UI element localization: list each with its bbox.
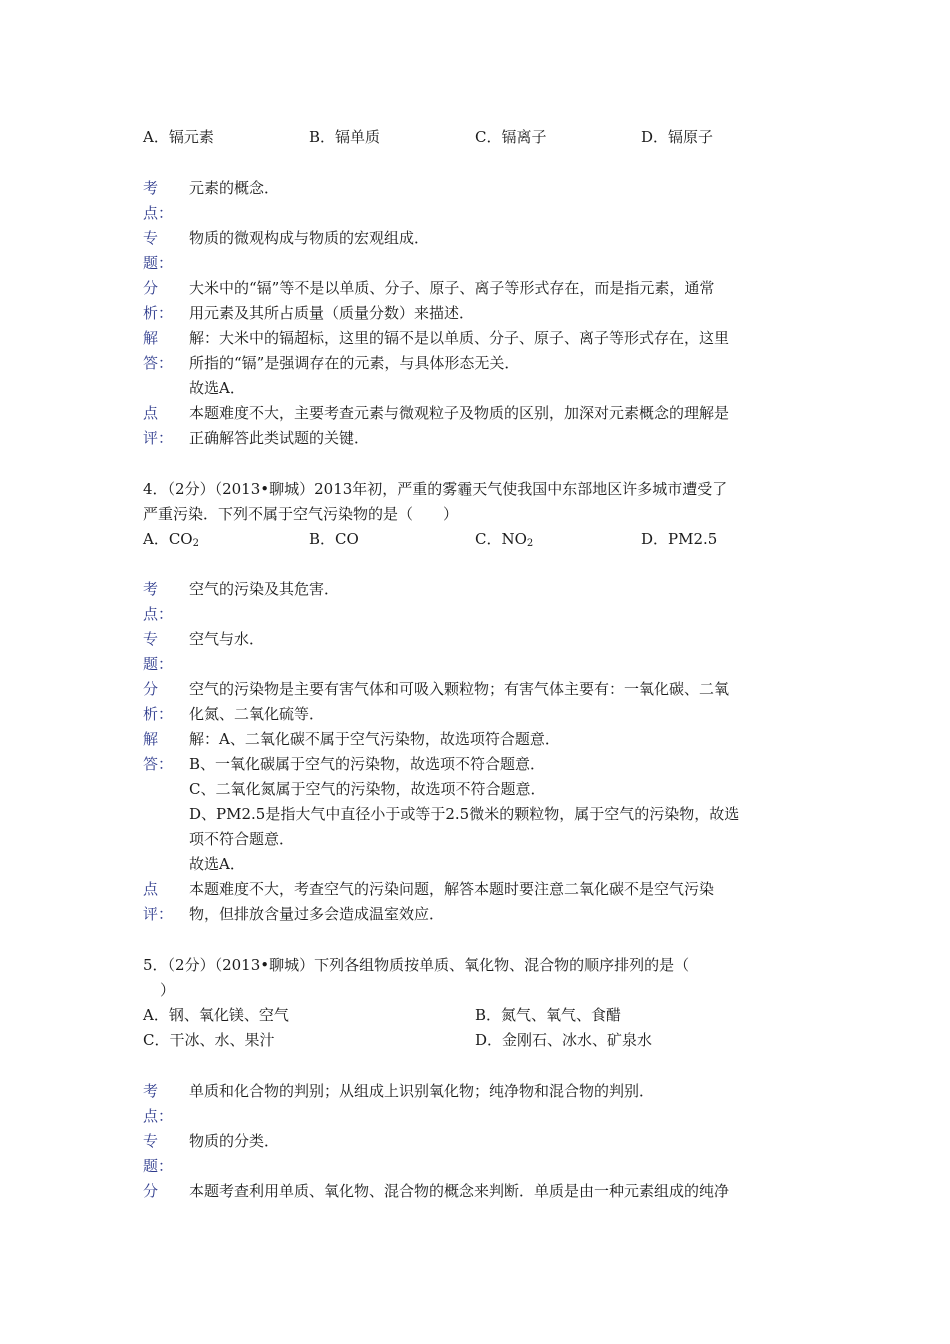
label-zhuan: 专 xyxy=(143,229,159,247)
q3-jieda-line: 所指的“镉”是强调存在的元素，与具体形态无关． xyxy=(189,354,520,372)
label-jie: 解 xyxy=(143,329,159,347)
q4-option-a: A．$CO_2$ xyxy=(143,530,199,549)
label-da: 答： xyxy=(143,354,174,372)
label-ti: 题： xyxy=(143,1157,174,1175)
q5-option-a: A．钢、氧化镁、空气 xyxy=(143,1006,289,1024)
q4-jieda-line: 解：A、二氧化碳不属于空气污染物，故选项符合题意． xyxy=(189,730,560,748)
label-fen: 分 xyxy=(143,279,159,297)
label-kao: 考 xyxy=(143,179,159,197)
q3-fenxi-line: 大米中的“镉”等不是以单质、分子、原子、离子等形式存在，而是指元素，通常 xyxy=(189,279,715,297)
q3-jieda-line: 解：大米中的镉超标，这里的镉不是以单质、分子、原子、离子等形式存在，这里 xyxy=(189,329,730,347)
q4-jieda-line: B、一氧化碳属于空气的污染物，故选项不符合题意． xyxy=(189,755,546,773)
label-dianping: 点 xyxy=(143,404,159,422)
q4-jieda-line: D、PM2.5是指大气中直径小于或等于2.5微米的颗粒物，属于空气的污染物，故选 xyxy=(189,805,740,823)
q5-stem-line: ） xyxy=(160,981,176,999)
q4-kaodian: 空气的污染及其危害． xyxy=(189,580,340,598)
label-da: 答： xyxy=(143,755,174,773)
label-jie: 解 xyxy=(143,730,159,748)
q5-fenxi-line: 本题考查利用单质、氧化物、混合物的概念来判断．单质是由一种元素组成的纯净 xyxy=(189,1182,730,1200)
q4-dianping-line: 物，但排放含量过多会造成温室效应． xyxy=(189,905,445,923)
label-ti: 题： xyxy=(143,655,174,673)
q3-jieda-line: 故选A． xyxy=(189,379,245,397)
q4-option-b: B．CO xyxy=(309,530,359,548)
label-ping: 评： xyxy=(143,429,174,447)
q5-option-d: D．金刚石、冰水、矿泉水 xyxy=(475,1031,653,1049)
q3-dianping-line: 本题难度不大，主要考查元素与微观粒子及物质的区别，加深对元素概念的理解是 xyxy=(189,404,730,422)
q3-option-c: C．镉离子 xyxy=(475,128,547,146)
label-dian: 点： xyxy=(143,204,174,222)
q4-stem-line: 4．（2分）（2013•聊城）2013年初，严重的雾霾天气使我国中东部地区许多城市遭受了 xyxy=(143,480,728,498)
q5-option-c: C．干冰、水、果汁 xyxy=(143,1031,275,1049)
q4-fenxi-line: 化氮、二氧化硫等． xyxy=(189,705,325,723)
q3-zhuanti: 物质的微观构成与物质的宏观组成． xyxy=(189,229,430,247)
q4-zhuanti: 空气与水． xyxy=(189,630,265,648)
label-fen: 分 xyxy=(143,1182,159,1200)
label-zhuan: 专 xyxy=(143,1132,159,1150)
q4-jieda-line: C、二氧化氮属于空气的污染物，故选项不符合题意． xyxy=(189,780,546,798)
q3-option-b: B．镉单质 xyxy=(309,128,381,146)
q3-kaodian: 元素的概念． xyxy=(189,179,280,197)
label-dian: 点： xyxy=(143,605,174,623)
q4-option-d: D．PM2.5 xyxy=(641,530,718,548)
q4-option-c: C．$NO_2$ xyxy=(475,530,534,549)
q5-option-b: B．氮气、氧气、食醋 xyxy=(475,1006,622,1024)
q3-dianping-line: 正确解答此类试题的关键． xyxy=(189,429,370,447)
q4-stem-line: 严重污染．下列不属于空气污染物的是（ ） xyxy=(143,505,459,523)
q4-jieda-line: 项不符合题意． xyxy=(189,830,295,848)
q4-dianping-line: 本题难度不大，考查空气的污染问题，解答本题时要注意二氧化碳不是空气污染 xyxy=(189,880,715,898)
q4-fenxi-line: 空气的污染物是主要有害气体和可吸入颗粒物；有害气体主要有：一氧化碳、二氧 xyxy=(189,680,730,698)
q5-stem-line: 5．（2分）（2013•聊城）下列各组物质按单质、氧化物、混合物的顺序排列的是（ xyxy=(143,956,690,974)
q3-fenxi-line: 用元素及其所占质量（质量分数）来描述． xyxy=(189,304,475,322)
label-dian: 点： xyxy=(143,1107,174,1125)
q3-option-a: A．镉元素 xyxy=(143,128,214,146)
q5-zhuanti: 物质的分类． xyxy=(189,1132,280,1150)
label-ti: 题： xyxy=(143,254,174,272)
q4-jieda-line: 故选A． xyxy=(189,855,245,873)
label-dianping: 点 xyxy=(143,880,159,898)
q3-option-d: D．镉原子 xyxy=(641,128,714,146)
label-fen: 分 xyxy=(143,680,159,698)
q5-kaodian: 单质和化合物的判别；从组成上识别氧化物；纯净物和混合物的判别． xyxy=(189,1082,655,1100)
label-xi: 析： xyxy=(143,304,174,322)
label-zhuan: 专 xyxy=(143,630,159,648)
label-kao: 考 xyxy=(143,1082,159,1100)
label-kao: 考 xyxy=(143,580,159,598)
label-ping: 评： xyxy=(143,905,174,923)
label-xi: 析： xyxy=(143,705,174,723)
